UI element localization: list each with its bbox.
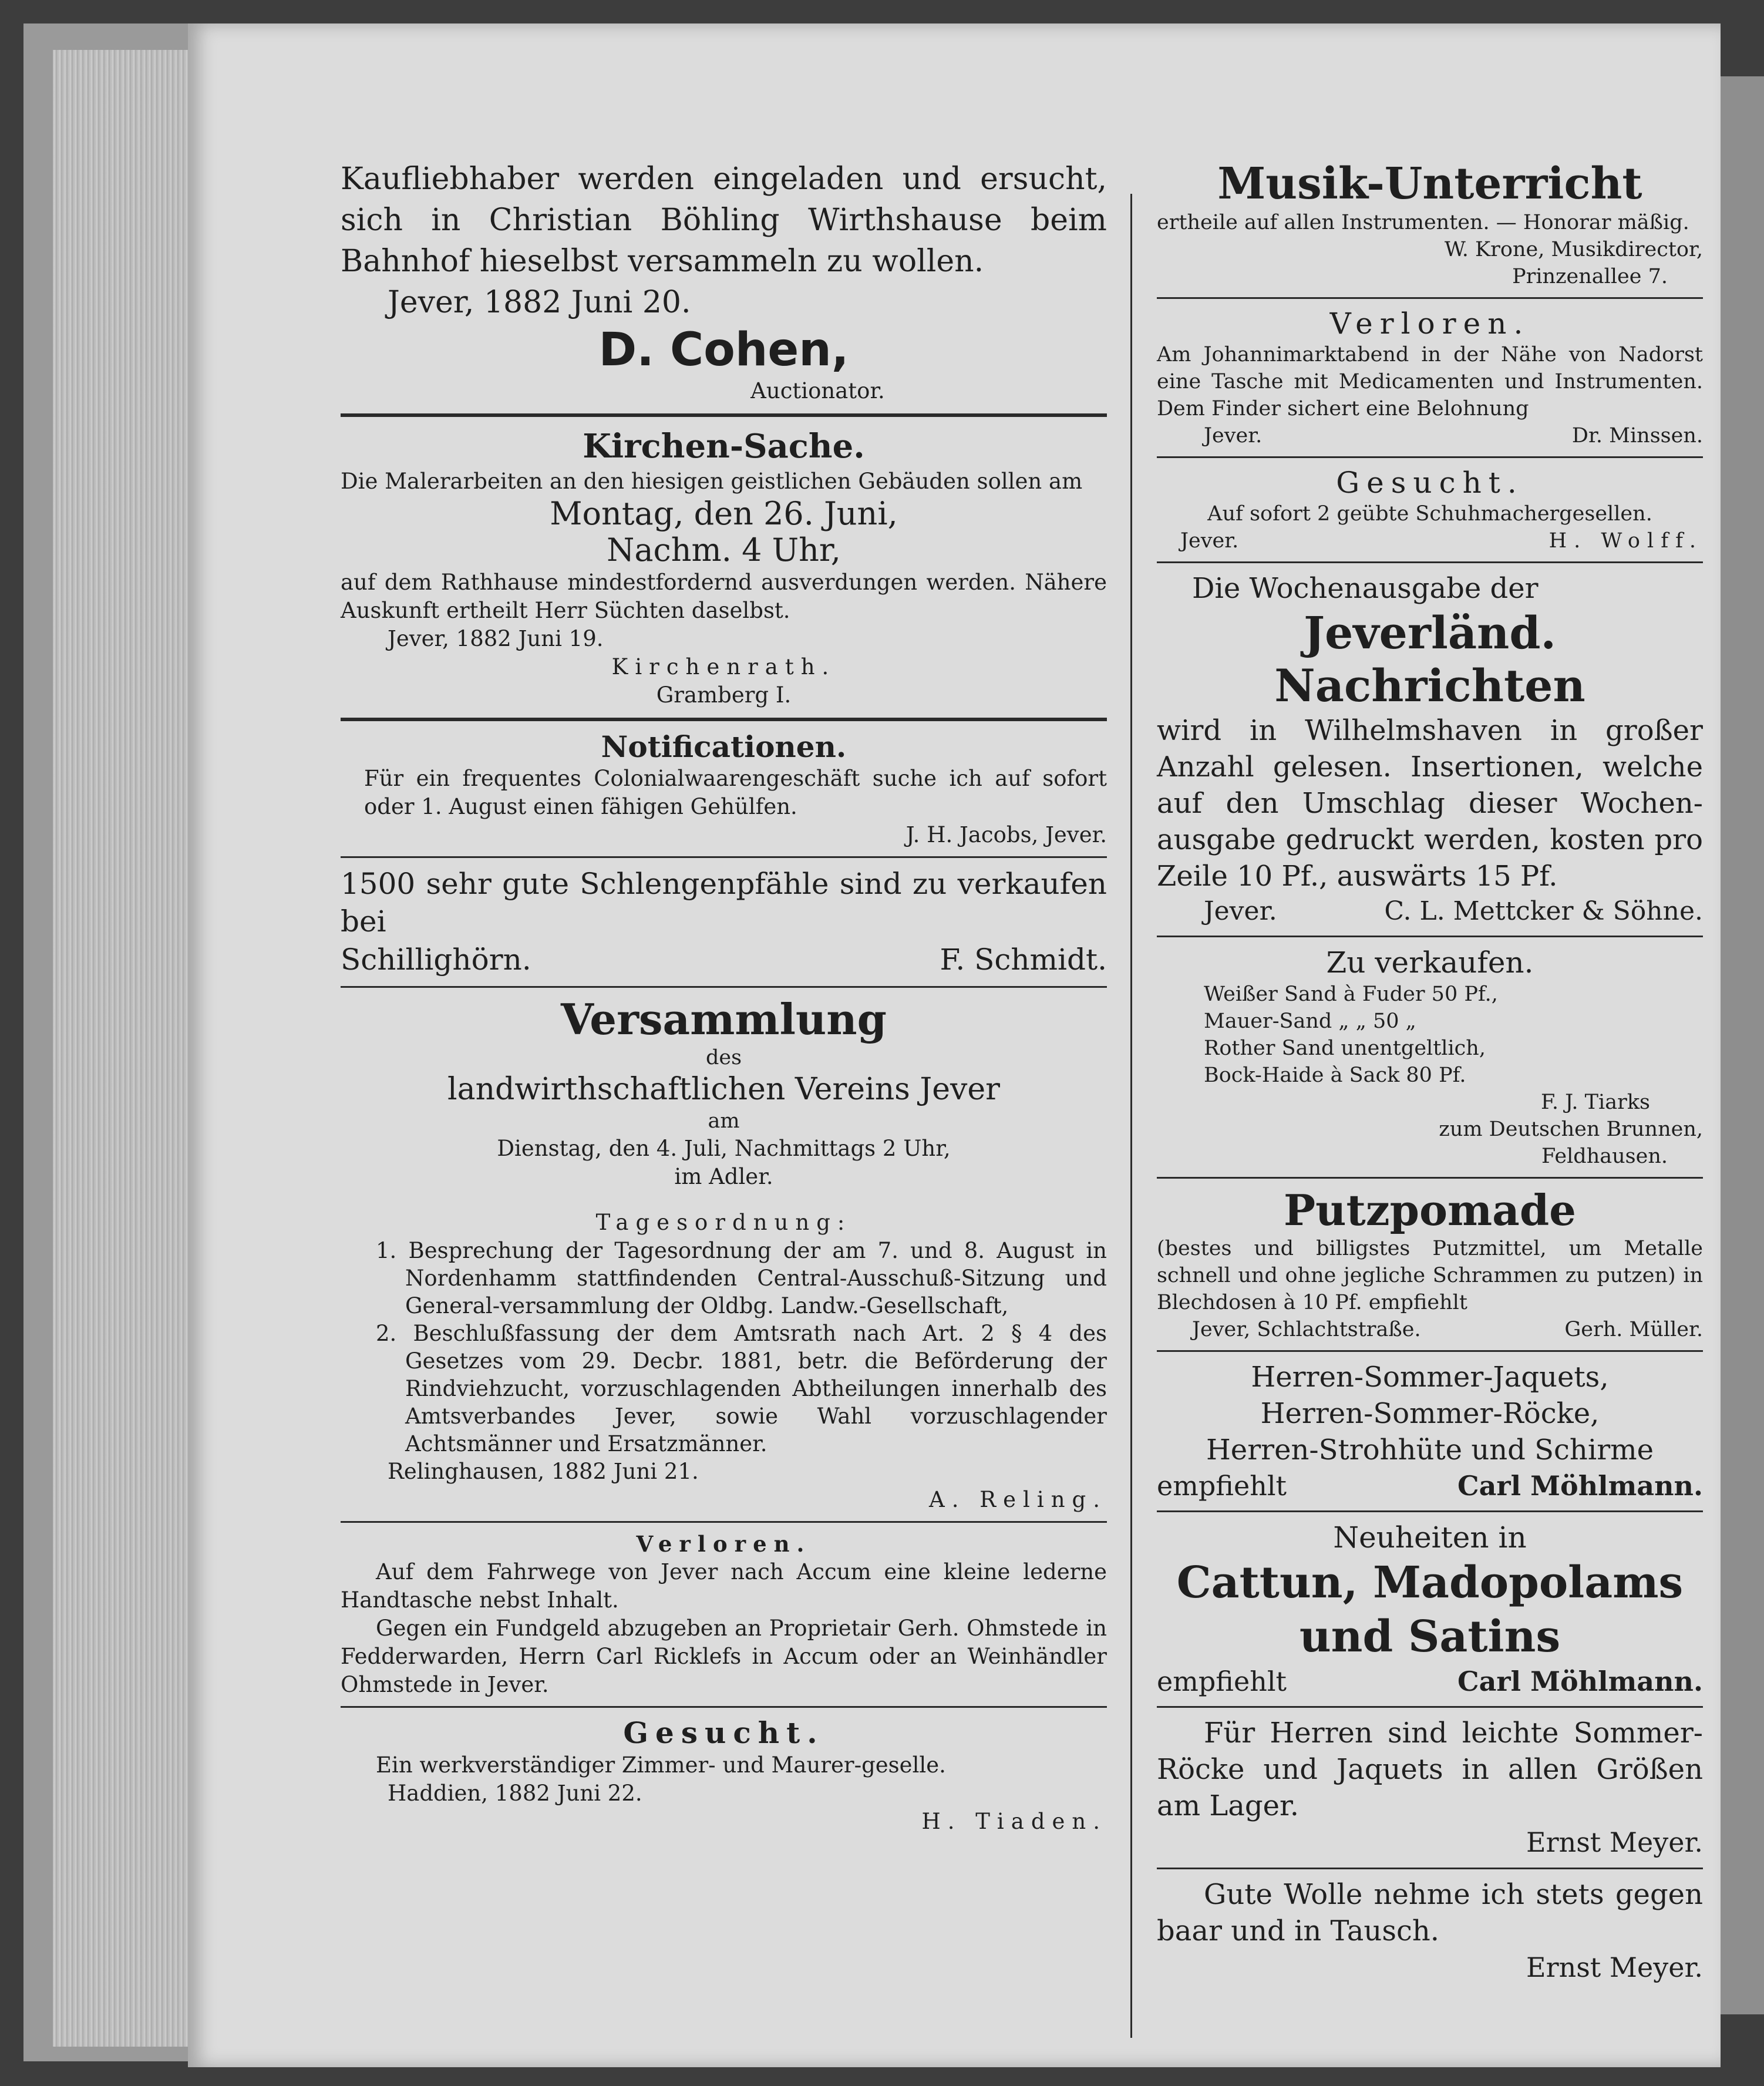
right-column <box>1157 159 1703 1986</box>
herren-signature: Carl Möhlmann. <box>1457 1470 1703 1502</box>
zuverkaufen-item-2: Mauer-Sand „ „ 50 „ <box>1204 1010 1416 1033</box>
zuverkaufen-title: Zu verkaufen. <box>1326 946 1534 980</box>
book-page-edges <box>53 50 196 2047</box>
divider <box>341 856 1107 858</box>
divider <box>1157 1868 1703 1869</box>
next-page-edge <box>1721 76 1764 2014</box>
herren-signature-row <box>1157 1468 1703 1503</box>
verloren-right-signature: Dr. Minssen. <box>1571 424 1703 448</box>
auction-intro: Kaufliebhaber werden eingeladen und ersucht, sich in Christian Böhling Wirthshause beim Bahnhof hieselbst versammeln zu wollen. <box>341 162 1107 279</box>
wochen-title: Jeverländ. Nachrichten <box>1274 607 1585 712</box>
auctioneer-name: D. Cohen, <box>598 324 849 376</box>
neuheiten-intro: Neuheiten in <box>1333 1520 1527 1555</box>
wochen-place: Jever. <box>1204 896 1277 926</box>
verloren-right-place: Jever. <box>1204 424 1263 448</box>
musik-address: Prinzenallee 7. <box>1512 265 1668 288</box>
column-divider <box>1130 194 1132 2038</box>
meyer-text-1: Für Herren sind leichte Sommer-Röcke und Jaquets in allen Größen am Lager. <box>1157 1717 1703 1822</box>
notif-signature: J. H. Jacobs, Jever. <box>905 822 1107 847</box>
kirchen-time: Nachm. 4 Uhr, <box>607 531 841 568</box>
versammlung-verein: landwirthschaftlichen Vereins Jever <box>447 1072 1001 1107</box>
divider <box>1157 1350 1703 1352</box>
tagesordnung-item-2: 2. Beschlußfassung der dem Amtsrath nach Art. 2 § 4 des Gesetzes vom 29. Decbr. 1881, betr. die Beförderung der Rindviehzucht, vorzuschlagenden Abtheilungen innerhalb des Amtsverbandes Jever, sowie Wahl vorzuschlagender Achtsmänner und Ersatzmänner. <box>376 1321 1107 1456</box>
musik-text: ertheile auf allen Instrumenten. — Honorar mäßig. <box>1157 211 1689 234</box>
kirchen-date: Jever, 1882 Juni 19. <box>388 626 604 651</box>
putzpomade-place: Jever, Schlachtstraße. <box>1192 1318 1421 1341</box>
tagesordnung-item-1: 1. Besprechung der Tagesordnung der am 7. und 8. August in Nordenhamm stattfindenden Central-Ausschuß-Sitzung und General-versammlung der Oldbg. Landw.-Gesellschaft, <box>376 1238 1107 1318</box>
divider <box>1157 1177 1703 1179</box>
meyer-signature-1: Ernst Meyer. <box>1526 1826 1703 1858</box>
wochen-signature-row <box>1157 894 1703 928</box>
versammlung-des: des <box>705 1046 742 1069</box>
zuverkaufen-signature-3: Feldhausen. <box>1541 1145 1668 1168</box>
divider <box>341 1521 1107 1523</box>
putzpomade-title: Putzpomade <box>1284 1185 1576 1235</box>
versammlung-signature: A. Reling. <box>929 1487 1107 1512</box>
auction-date: Jever, 1882 Juni 20. <box>388 285 691 320</box>
divider <box>341 986 1107 988</box>
herren-line-2: Herren-Sommer-Röcke, <box>1260 1397 1600 1430</box>
divider <box>1157 936 1703 937</box>
herren-line-3: Herren-Strohhüte und Schirme <box>1206 1434 1654 1466</box>
divider <box>1157 456 1703 458</box>
divider <box>1157 1706 1703 1708</box>
schlengen-place: Schillighörn. <box>341 943 531 977</box>
schlengen-signature-row <box>341 940 1107 979</box>
gesucht-right-signature: H. Wolff. <box>1548 529 1703 553</box>
wochen-intro: Die Wochenausgabe der <box>1192 572 1539 605</box>
neuheiten-title: Cattun, Madopolams und Satins <box>1176 1557 1684 1662</box>
schlengen-name: F. Schmidt. <box>940 943 1107 977</box>
gesucht-right-signature-row <box>1157 527 1703 554</box>
versammlung-date: Relinghausen, 1882 Juni 21. <box>388 1459 699 1484</box>
meyer-signature-2: Ernst Meyer. <box>1526 1952 1703 1983</box>
kirchen-text-1: Die Malerarbeiten an den hiesigen geistlichen Gebäuden sollen am <box>341 469 1083 494</box>
auctioneer-role: Auctionator. <box>750 378 885 403</box>
musik-title: Musik-Unterricht <box>1217 159 1642 209</box>
versammlung-title: Versammlung <box>561 994 887 1044</box>
wochen-signature: C. L. Mettcker & Söhne. <box>1384 896 1703 926</box>
tagesordnung-title: Tagesordnung: <box>595 1210 852 1235</box>
zuverkaufen-item-4: Bock-Haide à Sack 80 Pf. <box>1204 1064 1466 1087</box>
divider <box>1157 297 1703 299</box>
gesucht-text: Ein werkverständiger Zimmer- und Maurer-geselle. <box>376 1752 946 1778</box>
left-column <box>341 159 1107 1836</box>
neuheiten-signature: Carl Möhlmann. <box>1457 1666 1703 1697</box>
divider <box>341 413 1107 417</box>
zuverkaufen-signature-2: zum Deutschen Brunnen, <box>1439 1118 1703 1141</box>
verloren-right-text: Am Johannimarktabend in der Nähe von Nadorst eine Tasche mit Medicamenten und Instrumenten. Dem Finder sichert eine Belohnung <box>1157 343 1703 420</box>
zuverkaufen-item-1: Weißer Sand à Fuder 50 Pf., <box>1204 983 1498 1006</box>
divider <box>1157 561 1703 563</box>
kirchen-signature-2: Gramberg I. <box>656 682 792 708</box>
musik-signature: W. Krone, Musikdirector, <box>1444 238 1703 261</box>
divider <box>341 718 1107 721</box>
putzpomade-signature: Gerh. Müller. <box>1564 1318 1703 1341</box>
versammlung-where: im Adler. <box>674 1164 773 1189</box>
zuverkaufen-signature-1: F. J. Tiarks <box>1541 1091 1650 1114</box>
kirchen-title: Kirchen-Sache. <box>583 427 865 466</box>
kirchen-signature-1: Kirchenrath. <box>611 654 836 679</box>
gesucht-date: Haddien, 1882 Juni 22. <box>388 1781 642 1806</box>
gesucht-right-title: Gesucht. <box>1336 466 1524 500</box>
schlengen-text: 1500 sehr gute Schlengenpfähle sind zu verkaufen bei <box>341 867 1107 938</box>
versammlung-when: Dienstag, den 4. Juli, Nachmittags 2 Uhr, <box>497 1136 951 1161</box>
wochen-text: wird in Wilhelmshaven in großer Anzahl gelesen. Insertionen, welche auf den Umschlag dieser Wochen-ausgabe gedruckt werden, kosten pro Zeile 10 Pf., auswärts 15 Pf. <box>1157 714 1703 893</box>
verloren-right-signature-row <box>1157 422 1703 449</box>
gesucht-title: Gesucht. <box>623 1715 824 1750</box>
verloren-text-2: Gegen ein Fundgeld abzugeben an Proprietair Gerh. Ohmstede in Fedderwarden, Herrn Carl Ricklefs in Accum oder an Weinhändler Ohmstede in Jever. <box>341 1616 1107 1697</box>
verloren-title: Verloren. <box>636 1531 812 1557</box>
zuverkaufen-item-3: Rother Sand unentgeltlich, <box>1204 1037 1486 1060</box>
putzpomade-text: (bestes und billigstes Putzmittel, um Metalle schnell und ohne jegliche Schrammen zu putzen) in Blechdosen à 10 Pf. empfiehlt <box>1157 1237 1703 1314</box>
kirchen-text-2: auf dem Rathhause mindestfordernd ausverdungen werden. Nähere Auskunft ertheilt Herr Süchten daselbst. <box>341 570 1107 623</box>
verloren-text-1: Auf dem Fahrwege von Jever nach Accum eine kleine lederne Handtasche nebst Inhalt. <box>341 1559 1107 1613</box>
kirchen-day: Montag, den 26. Juni, <box>550 495 898 532</box>
notif-text: Für ein frequentes Colonialwaarengeschäft suche ich auf sofort oder 1. August einen fähigen Gehülfen. <box>364 766 1107 819</box>
notif-title: Notificationen. <box>601 729 847 764</box>
putzpomade-signature-row <box>1157 1316 1703 1343</box>
divider <box>1157 1510 1703 1512</box>
neuheiten-empfiehlt: empfiehlt <box>1157 1666 1287 1697</box>
meyer-text-2: Gute Wolle nehme ich stets gegen baar und in Tausch. <box>1157 1878 1703 1947</box>
herren-line-1: Herren-Sommer-Jaquets, <box>1251 1361 1609 1394</box>
herren-empfiehlt: empfiehlt <box>1157 1470 1287 1502</box>
gesucht-right-text: Auf sofort 2 geübte Schuhmachergesellen. <box>1207 502 1652 526</box>
gesucht-right-place: Jever. <box>1180 529 1239 553</box>
neuheiten-signature-row <box>1157 1664 1703 1699</box>
verloren-right-title: Verloren. <box>1329 307 1530 341</box>
gesucht-signature: H. Tiaden. <box>921 1809 1107 1834</box>
divider <box>341 1706 1107 1708</box>
versammlung-am: am <box>708 1109 740 1133</box>
